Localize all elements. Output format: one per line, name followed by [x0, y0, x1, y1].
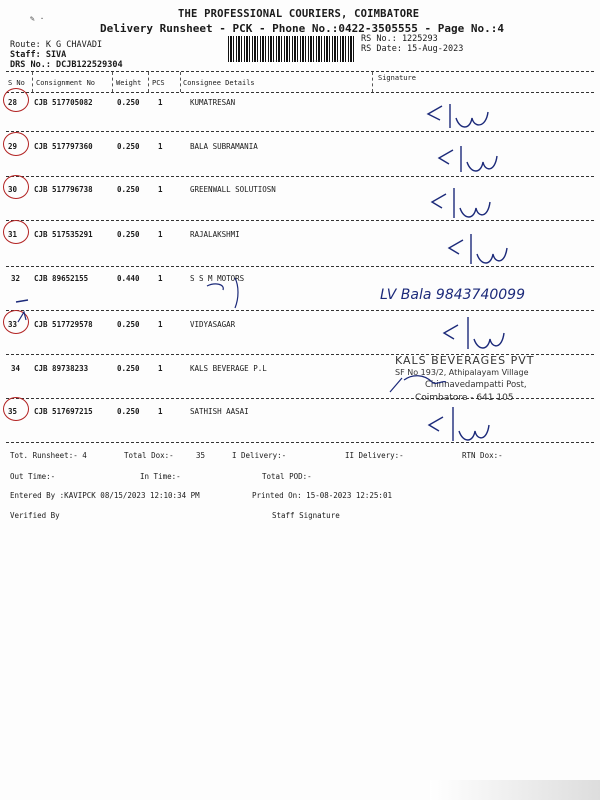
row-sno: 35 — [8, 407, 18, 416]
table-row — [6, 142, 376, 186]
drs-number: DRS No.: DCJB122529304 — [10, 60, 123, 70]
row-consignee: GREENWALL SOLUTIOSN — [190, 185, 276, 194]
route-label: Route: K G CHAVADI — [10, 40, 103, 50]
col-consignment: Consignment No — [36, 79, 96, 87]
row-consignee: BALA SUBRAMANIA — [190, 142, 258, 151]
row-pcs: 1 — [158, 320, 163, 329]
col-sep — [180, 72, 181, 92]
row-consignment: CJB 517535291 — [34, 230, 93, 239]
i-delivery: I Delivery:- — [232, 451, 287, 460]
row-consignee: S S M MOTORS — [190, 274, 245, 283]
row-consignment: CJB 89738233 — [34, 364, 89, 373]
row-pcs: 1 — [158, 364, 163, 373]
col-sep — [112, 72, 113, 92]
barcode-image — [228, 36, 356, 62]
stamp-overwrite-scribble — [388, 372, 448, 396]
row-divider — [6, 310, 594, 311]
row-pcs: 1 — [158, 274, 163, 283]
handwritten-phone-note: LV Bala 9843740099 — [380, 287, 525, 303]
in-time: In Time:- — [140, 472, 181, 481]
handwritten-signature — [435, 142, 515, 178]
total-pod: Total POD:- — [262, 472, 312, 481]
row-sno: 34 — [11, 364, 21, 373]
out-time: Out Time:- — [10, 472, 56, 481]
row-consignee: KUMATRESAN — [190, 98, 236, 107]
rs-date: RS Date: 15-Aug-2023 — [361, 44, 464, 54]
pen-mark — [14, 292, 34, 308]
handwritten-signature — [420, 100, 510, 134]
row-weight: 0.250 — [117, 364, 140, 373]
verified-by: Verified By — [10, 511, 60, 520]
row-sno: 28 — [8, 98, 18, 107]
row-consignment: CJB 517697215 — [34, 407, 93, 416]
stamp-line: KALS BEVERAGES PVT — [395, 354, 535, 367]
row-sno: 30 — [8, 185, 18, 194]
row-weight: 0.250 — [117, 98, 140, 107]
row-pcs: 1 — [158, 230, 163, 239]
col-signature: Signature — [378, 74, 416, 82]
company-title: THE PROFESSIONAL COURIERS, COIMBATORE — [178, 8, 420, 20]
handwritten-signature — [205, 276, 255, 312]
stamp-line: Chinnavedampatti Post, — [425, 380, 527, 390]
row-weight: 0.250 — [117, 142, 140, 151]
header-divider-top — [6, 71, 594, 72]
table-row — [6, 364, 376, 408]
rs-number: RS No.: 1225293 — [361, 34, 438, 44]
col-sep — [148, 72, 149, 92]
table-row — [6, 230, 376, 274]
row-weight: 0.250 — [117, 185, 140, 194]
row-sno: 31 — [8, 230, 18, 239]
pen-mark — [14, 308, 34, 324]
ii-delivery: II Delivery:- — [345, 451, 404, 460]
row-consignment: CJB 517796738 — [34, 185, 93, 194]
col-sno: S No — [8, 79, 25, 87]
row-pcs: 1 — [158, 98, 163, 107]
header-divider-bottom — [6, 92, 594, 93]
row-consignee: KALS BEVERAGE P.L — [190, 364, 267, 373]
rtn-dox: RTN Dox:- — [462, 451, 503, 460]
staff-signature: Staff Signature — [272, 511, 340, 520]
tot-runsheet: Tot. Runsheet:- 4 — [10, 451, 87, 460]
total-dox-value: 35 — [196, 451, 206, 460]
printed-on: Printed On: 15-08-2023 12:25:01 — [252, 491, 392, 500]
staff-label: Staff: SIVA — [10, 50, 67, 60]
row-weight: 0.250 — [117, 407, 140, 416]
row-pcs: 1 — [158, 185, 163, 194]
total-dox-label: Total Dox:- — [124, 451, 174, 460]
stamp-line: SF No 193/2, Athipalayam Village — [395, 368, 529, 377]
runsheet-subtitle: Delivery Runsheet - PCK - Phone No.:0422-3505555 - Page No.:4 — [100, 22, 504, 35]
col-pcs: PCS — [152, 79, 165, 87]
stamp-line: Coimbatore - 641 105 — [415, 393, 514, 403]
row-weight: 0.440 — [117, 274, 140, 283]
row-consignee: VIDYASAGAR — [190, 320, 236, 329]
col-sep — [372, 72, 373, 92]
row-pcs: 1 — [158, 407, 163, 416]
scan-edge-shadow — [430, 780, 600, 800]
row-consignee: RAJALAKSHMI — [190, 230, 240, 239]
row-consignment: CJB 517705082 — [34, 98, 93, 107]
entered-by: Entered By :KAVIPCK 08/15/2023 12:10:34 PM — [10, 491, 200, 500]
row-consignment: CJB 517729578 — [34, 320, 93, 329]
col-consignee: Consignee Details — [183, 79, 255, 87]
row-weight: 0.250 — [117, 320, 140, 329]
table-row — [6, 185, 376, 229]
row-sno: 33 — [8, 320, 18, 329]
handwritten-signature — [445, 232, 525, 270]
row-consignee: SATHISH AASAI — [190, 407, 249, 416]
table-row — [6, 320, 376, 364]
col-sep — [32, 72, 33, 92]
row-pcs: 1 — [158, 142, 163, 151]
corner-scribble: ✎ · — [30, 14, 45, 23]
col-weight: Weight — [116, 79, 142, 87]
table-row — [6, 407, 376, 451]
row-consignment: CJB 89652155 — [34, 274, 89, 283]
row-sno: 29 — [8, 142, 18, 151]
row-weight: 0.250 — [117, 230, 140, 239]
row-consignment: CJB 517797360 — [34, 142, 93, 151]
table-row — [6, 274, 376, 318]
table-row — [6, 98, 376, 142]
row-sno: 32 — [11, 274, 21, 283]
handwritten-signature — [428, 186, 508, 224]
handwritten-signature — [440, 315, 530, 355]
